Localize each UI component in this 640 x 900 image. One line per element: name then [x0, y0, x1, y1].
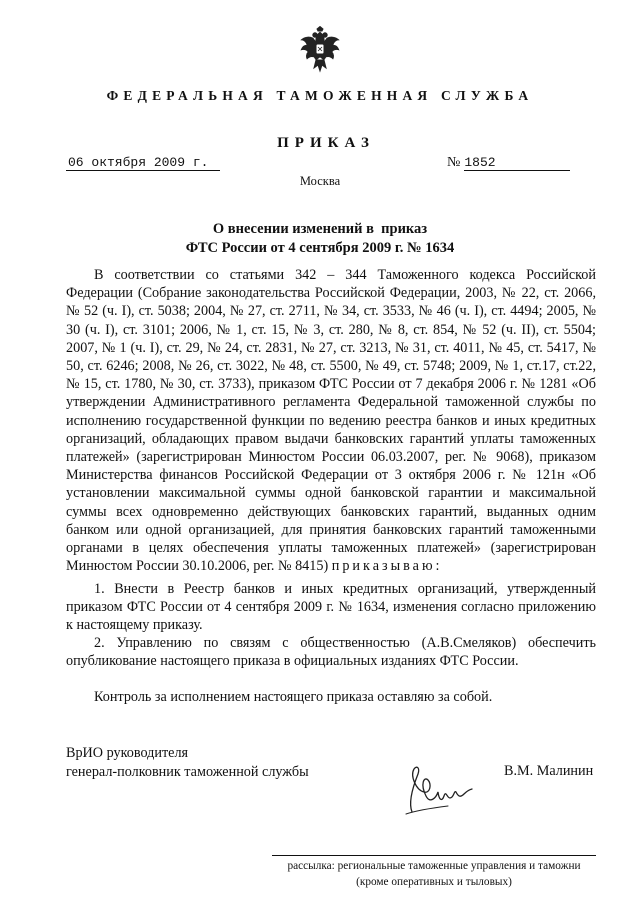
preamble-text: В соответствии со статьями 342 – 344 Таможенного кодекса Российской Федерации (Собрание законодательства Российской Федерации, 2003, № 22, ст. 2066, № 52 (ч. I), ст. 5038; 2004, № 27, ст. 2711, № 34, ст. 3533, № 46 (ч. I), ст. 4494; 2005, № 30 (ч. I), ст. 3101; 2006, № 1, ст. 15, № 3, ст. 280, № 8, ст. 854, № 52 (ч. II), ст. 5504; 2007, № 1 (ч. I), ст. 29, № 24, ст. 2831, № 27, ст. 3213, № 31, ст. 4011, № 45, ст. 5417, № 50, ст. 6246; 2008, № 26, ст. 3022, № 48, ст. 5500, № 49, ст. 5748; 2009, № 1, ст.17, ст.22, № 15, ст. 1780, № 30, ст. 3733), приказом ФТС России от 7 декабря 2006 г. № 1281 «Об утверждении Административного регламента Федеральной таможенной службы по исполнению государственной функции по ведению реестра банков и иных кредитных организаций, обладающих правом выдачи банковских гарантий уплаты таможенных платежей» (зарегистрирован Минюстом России 06.03.2007, рег. № 9068), приказом Министерства финансов Российской Федерации от 3 октября 2006 г. № 121н «Об установлении максимальной суммы одной банковской гарантии и максимальной суммы всех одновременно действующих банковских гарантий, выданных одним банком или одной организацией, для принятия банковских гарантий таможенными органами в целях обеспечения уплаты таможенных платежей» (зарегистрирован Минюстом России 30.10.2006, рег. № 8415)	[66, 267, 596, 575]
distribution-note	[272, 858, 596, 890]
order-directive-word: приказываю:	[331, 558, 443, 575]
item-2-paragraph: 2. Управлению по связям с общественностью (А.В.Смеляков) обеспечить опубликование настоящего приказа в официальных изданиях ФТС России.	[66, 635, 596, 670]
order-number: 1852	[464, 155, 570, 171]
handwritten-signature-icon	[398, 762, 478, 820]
subject-line-1: О внесении изменений в приказ	[212, 221, 428, 237]
document-type: ПРИКАЗ	[277, 135, 375, 151]
signer-title-line-1: ВрИО руководителя	[66, 745, 189, 761]
double-headed-eagle-emblem-icon	[299, 26, 341, 74]
signer-name: В.М. Малинин	[504, 763, 594, 779]
order-number-prefix: №	[447, 155, 461, 170]
signer-title	[66, 744, 309, 781]
footer-divider	[272, 855, 596, 856]
order-date: 06 октября 2009 г.	[66, 155, 220, 171]
preamble-paragraph	[66, 266, 596, 575]
item-1-paragraph: 1. Внести в Реестр банков и иных кредитных организаций, утвержденный приказом ФТС России от 4 сентября 2009 г. № 1634, изменения согласно приложению к настоящему приказу.	[66, 581, 596, 634]
order-subject	[0, 220, 640, 258]
control-paragraph: Контроль за исполнением настоящего приказа оставляю за собой.	[94, 689, 493, 705]
agency-name: ФЕДЕРАЛЬНАЯ ТАМОЖЕННАЯ СЛУЖБА	[106, 88, 534, 103]
subject-line-2: ФТС России от 4 сентября 2009 г. № 1634	[185, 240, 455, 256]
order-number-block	[447, 155, 588, 171]
city: Москва	[299, 174, 341, 188]
distribution-line-2: (кроме оперативных и тыловых)	[356, 876, 512, 888]
distribution-line-1: рассылка: региональные таможенные управления и таможни	[287, 860, 581, 872]
signer-title-line-2: генерал-полковник таможенной службы	[66, 763, 309, 780]
